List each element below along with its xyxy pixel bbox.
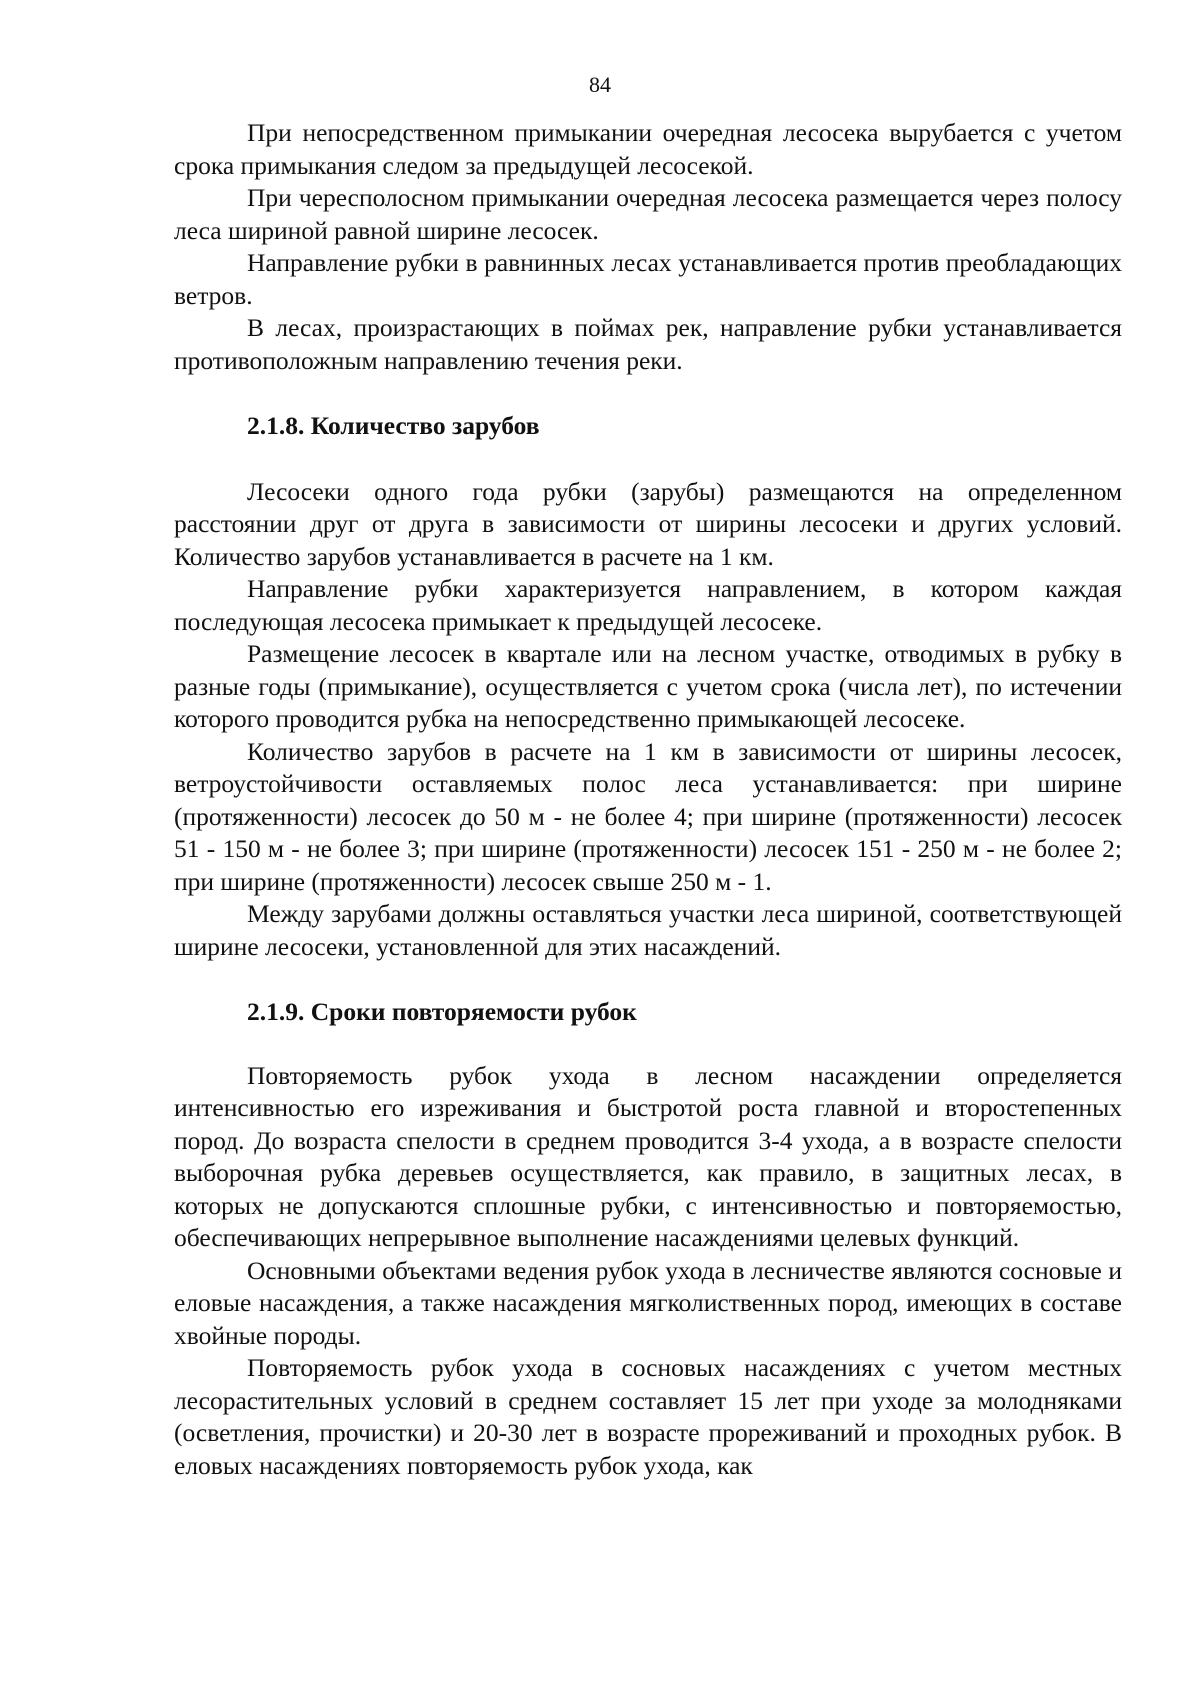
paragraph: Основными объектами ведения рубок ухода в лесничестве являются сосновые и еловые насаждения, а также насаждения мягколиственных пород, имеющих в составе хвойные породы. [174, 1255, 1122, 1350]
paragraph: В лесах, произрастающих в поймах рек, направление рубки устанавливается противоположным направлению течения реки. [174, 313, 1122, 375]
paragraph: Размещение лесосек в квартале или на лесном участке, отводимых в рубку в разные годы (примыкание), осуществляется с учетом срока (числа лет), по истечении которого проводится рубка на непосредственно примыкающей лесосеке. [174, 639, 1122, 733]
paragraph: Повторяемость рубок ухода в лесном насаждении определяется интенсивностью его изреживания и быстротой роста главной и второстепенных пород. До возраста спелости в среднем проводится 3-4 ухода, а в возрасте спелости выборочная рубка деревьев осуществляется, как правило, в защитных лесах, в которых не допускаются сплошные рубки, с интенсивностью и повторяемостью, обеспечивающих непрерывное выполнение насаждениями целевых функций. [174, 1060, 1122, 1252]
page-content [174, 117, 1122, 1482]
paragraph: При чересполосном примыкании очередная лесосека размещается через полосу леса шириной равной ширине лесосек. [174, 183, 1122, 245]
paragraph: Повторяемость рубок ухода в сосновых насаждениях с учетом местных лесорастительных условий в среднем составляет 15 лет при уходе за молодняками (осветления, прочистки) и 20-30 лет в возрасте прореживаний и проходных рубок. В еловых насаждениях повторяемость рубок ухода, как [174, 1353, 1122, 1480]
section-heading-2-1-8: 2.1.8. Количество зарубов [247, 411, 540, 440]
section-heading-2-1-9: 2.1.9. Сроки повторяемости рубок [247, 997, 637, 1026]
paragraph: Направление рубки в равнинных лесах устанавливается против преобладающих ветров. [174, 248, 1122, 310]
paragraph: Лесосеки одного года рубки (зарубы) размещаются на определенном расстоянии друг от друга в зависимости от ширины лесосеки и других условий. Количество зарубов устанавливается в расчете на 1 км. [174, 476, 1122, 571]
paragraph: Количество зарубов в расчете на 1 км в зависимости от ширины лесосек, ветроустойчивости оставляемых полос леса устанавливается: при ширине (протяженности) лесосек до 50 м - не более 4; при ширине (протяженности) лесосек 51 - 150 м - не более 3; при ширине (протяженности) лесосек 151 - 250 м - не более 2; при ширине (протяженности) лесосек свыше 250 м - 1. [174, 736, 1122, 896]
paragraph: Направление рубки характеризуется направлением, в котором каждая последующая лесосека примыкает к предыдущей лесосеке. [174, 574, 1122, 636]
paragraph: При непосредственном примыкании очередная лесосека вырубается с учетом срока примыкания следом за предыдущей лесосекой. [174, 118, 1122, 180]
page-number: 84 [589, 72, 611, 97]
paragraph: Между зарубами должны оставляться участки леса шириной, соответствующей ширине лесосеки, установленной для этих насаждений. [174, 899, 1122, 961]
